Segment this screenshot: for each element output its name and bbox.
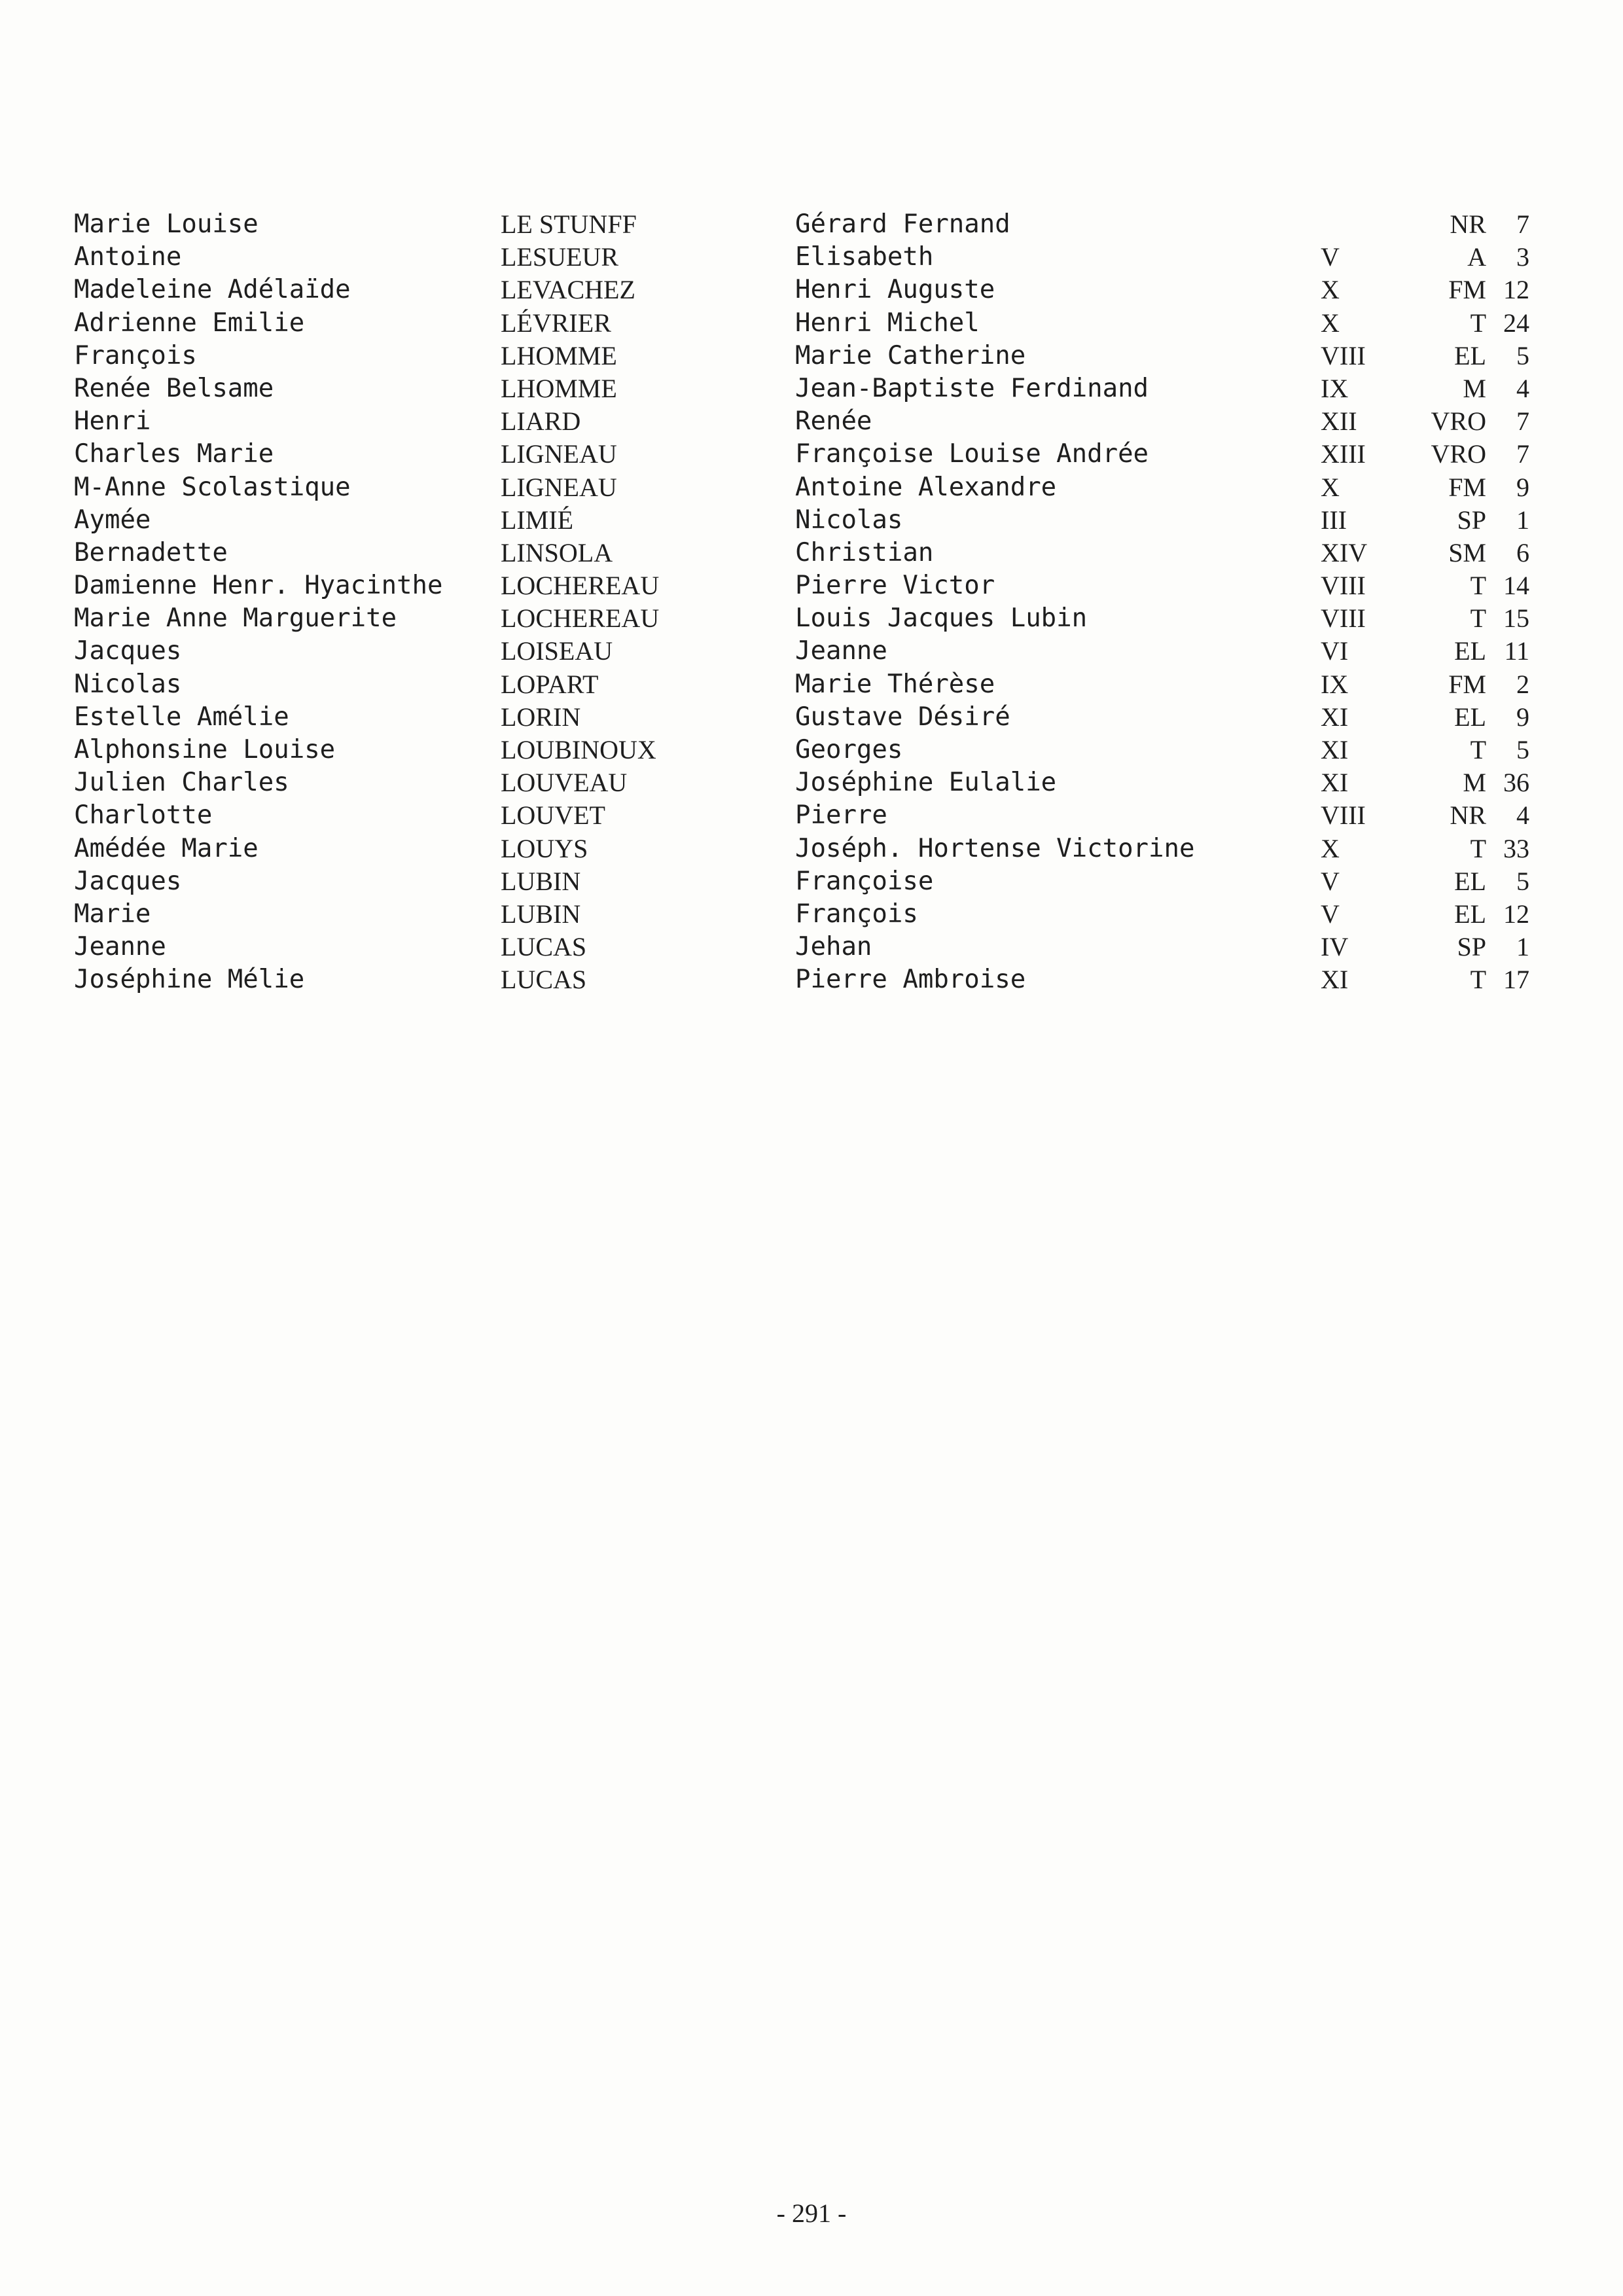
reference-code	[1399, 569, 1529, 602]
period-numeral: XI	[1321, 768, 1349, 798]
given-names: Amédée Marie	[74, 833, 259, 863]
register-row	[0, 307, 1623, 340]
period-numeral: VIII	[1321, 800, 1366, 831]
reference-code-letters: T	[1470, 833, 1486, 863]
reference-code-letters: NR	[1450, 800, 1486, 831]
reference-code-letters: FM	[1448, 275, 1486, 305]
reference-code-letters: T	[1470, 735, 1486, 764]
period-numeral: VI	[1321, 636, 1349, 666]
reference-code-letters: NR	[1450, 209, 1486, 239]
reference-number: 6	[1516, 537, 1529, 567]
reference-number: 2	[1516, 669, 1529, 699]
register-row	[0, 963, 1623, 996]
spouse-names: Antoine Alexandre	[795, 472, 1057, 502]
spouse-names: Pierre Ambroise	[795, 965, 1026, 995]
reference-code	[1399, 898, 1529, 931]
given-names: François	[74, 340, 197, 370]
given-names: Adrienne Emilie	[74, 308, 305, 338]
reference-code	[1399, 438, 1529, 471]
surname: LIGNEAU	[501, 472, 617, 502]
given-names: Joséphine Mélie	[74, 965, 305, 995]
surname: LUBIN	[501, 866, 581, 896]
reference-number: 3	[1516, 242, 1529, 272]
register-row	[0, 766, 1623, 799]
reference-code	[1399, 340, 1529, 372]
register-row	[0, 701, 1623, 734]
reference-code	[1399, 307, 1529, 340]
spouse-names: Joséph. Hortense Victorine	[795, 833, 1195, 863]
surname: LOCHEREAU	[501, 603, 660, 634]
reference-number: 4	[1516, 800, 1529, 831]
period-numeral: VIII	[1321, 603, 1366, 634]
given-names: Alphonsine Louise	[74, 735, 336, 764]
spouse-names: Christian	[795, 537, 934, 567]
period-numeral: X	[1321, 275, 1340, 305]
period-numeral: XIII	[1321, 439, 1366, 469]
period-numeral: V	[1321, 899, 1340, 929]
reference-code-letters: FM	[1448, 472, 1486, 502]
given-names: Bernadette	[74, 537, 228, 567]
period-numeral: V	[1321, 866, 1340, 896]
register-row	[0, 438, 1623, 471]
given-names: Estelle Amélie	[74, 702, 289, 732]
reference-code-letters: M	[1463, 373, 1486, 403]
surname: LIARD	[501, 406, 581, 437]
period-numeral: XIV	[1321, 537, 1368, 567]
period-numeral: IV	[1321, 932, 1349, 962]
period-numeral: X	[1321, 833, 1340, 863]
spouse-names: Nicolas	[795, 505, 903, 535]
reference-number: 5	[1516, 340, 1529, 370]
given-names: Jeanne	[74, 932, 166, 962]
surname: LE STUNFF	[501, 209, 637, 239]
spouse-names: Renée	[795, 406, 872, 437]
given-names: Renée Belsame	[74, 373, 274, 403]
reference-code	[1399, 799, 1529, 832]
reference-number: 9	[1516, 472, 1529, 502]
register-row	[0, 865, 1623, 898]
surname: LORIN	[501, 702, 581, 732]
reference-code	[1399, 241, 1529, 274]
register-row	[0, 241, 1623, 274]
spouse-names: Marie Thérèse	[795, 669, 995, 699]
reference-code-letters: SM	[1448, 537, 1486, 567]
reference-code	[1399, 602, 1529, 635]
surname: LOUBINOUX	[501, 735, 656, 764]
spouse-names: Françoise Louise Andrée	[795, 439, 1149, 469]
reference-number: 24	[1503, 308, 1529, 338]
reference-code-letters: T	[1470, 308, 1486, 338]
reference-code-letters: EL	[1454, 636, 1486, 666]
spouse-names: Henri Auguste	[795, 275, 995, 305]
spouse-names: Gérard Fernand	[795, 209, 1010, 239]
period-numeral: III	[1321, 505, 1347, 535]
spouse-names: Jeanne	[795, 636, 887, 666]
register-row	[0, 569, 1623, 602]
reference-number: 12	[1503, 899, 1529, 929]
reference-code	[1399, 372, 1529, 405]
register-row	[0, 635, 1623, 668]
spouse-names: Joséphine Eulalie	[795, 768, 1057, 798]
period-numeral: X	[1321, 308, 1340, 338]
given-names: Aymée	[74, 505, 151, 535]
reference-code-letters: T	[1470, 603, 1486, 634]
reference-code-letters: T	[1470, 571, 1486, 601]
period-numeral: XI	[1321, 702, 1349, 732]
given-names: Charlotte	[74, 800, 213, 831]
surname: LOCHEREAU	[501, 571, 660, 601]
period-numeral: VIII	[1321, 571, 1366, 601]
given-names: Madeleine Adélaïde	[74, 275, 351, 305]
period-numeral: XI	[1321, 965, 1349, 995]
given-names: Antoine	[74, 242, 182, 272]
surname: LUBIN	[501, 899, 581, 929]
reference-code	[1399, 504, 1529, 537]
spouse-names: Jehan	[795, 932, 872, 962]
period-numeral: VIII	[1321, 340, 1366, 370]
surname: LIMIÉ	[501, 505, 574, 535]
spouse-names: Jean-Baptiste Ferdinand	[795, 373, 1149, 403]
surname: LIGNEAU	[501, 439, 617, 469]
surname: LOUVEAU	[501, 768, 628, 798]
reference-number: 7	[1516, 439, 1529, 469]
surname: LOUYS	[501, 833, 588, 863]
reference-code-letters: SP	[1457, 932, 1486, 962]
register-row	[0, 340, 1623, 372]
register-row	[0, 931, 1623, 963]
reference-code	[1399, 537, 1529, 569]
surname: LUCAS	[501, 965, 587, 995]
reference-number: 9	[1516, 702, 1529, 732]
reference-code	[1399, 208, 1529, 241]
surname: LEVACHEZ	[501, 275, 635, 305]
given-names: Damienne Henr. Hyacinthe	[74, 571, 443, 601]
period-numeral: V	[1321, 242, 1340, 272]
reference-number: 4	[1516, 373, 1529, 403]
reference-code	[1399, 668, 1529, 701]
spouse-names: Henri Michel	[795, 308, 980, 338]
reference-number: 12	[1503, 275, 1529, 305]
reference-code-letters: FM	[1448, 669, 1486, 699]
spouse-names: Pierre	[795, 800, 887, 831]
surname: LOISEAU	[501, 636, 613, 666]
reference-code-letters: VRO	[1431, 439, 1486, 469]
given-names: Marie	[74, 899, 151, 929]
reference-code-letters: EL	[1454, 702, 1486, 732]
reference-number: 14	[1503, 571, 1529, 601]
spouse-names: Gustave Désiré	[795, 702, 1010, 732]
reference-number: 17	[1503, 965, 1529, 995]
given-names: Jacques	[74, 636, 182, 666]
reference-code	[1399, 405, 1529, 438]
register-row	[0, 602, 1623, 635]
spouse-names: Elisabeth	[795, 242, 934, 272]
reference-code	[1399, 274, 1529, 306]
spouse-names: Françoise	[795, 866, 934, 896]
reference-number: 15	[1503, 603, 1529, 634]
given-names: Marie Anne Marguerite	[74, 603, 397, 634]
surname: LESUEUR	[501, 242, 618, 272]
surname: LHOMME	[501, 373, 617, 403]
surname: LHOMME	[501, 340, 617, 370]
reference-code-letters: EL	[1454, 866, 1486, 896]
register-row	[0, 274, 1623, 306]
reference-code	[1399, 766, 1529, 799]
reference-code	[1399, 833, 1529, 865]
spouse-names: Georges	[795, 735, 903, 764]
reference-code	[1399, 471, 1529, 504]
register-row	[0, 504, 1623, 537]
period-numeral: X	[1321, 472, 1340, 502]
reference-code	[1399, 701, 1529, 734]
given-names: Charles Marie	[74, 439, 274, 469]
surname: LOUVET	[501, 800, 605, 831]
register-row	[0, 833, 1623, 865]
reference-code-letters: A	[1467, 242, 1486, 272]
reference-code	[1399, 865, 1529, 898]
period-numeral: XII	[1321, 406, 1357, 437]
reference-code-letters: VRO	[1431, 406, 1486, 437]
register-row	[0, 537, 1623, 569]
reference-code	[1399, 931, 1529, 963]
surname: LINSOLA	[501, 537, 613, 567]
reference-number: 1	[1516, 505, 1529, 535]
reference-number: 5	[1516, 735, 1529, 764]
reference-code-letters: SP	[1457, 505, 1486, 535]
reference-code-letters: EL	[1454, 340, 1486, 370]
surname: LUCAS	[501, 932, 587, 962]
surname: LÉVRIER	[501, 308, 611, 338]
reference-number: 36	[1503, 768, 1529, 798]
reference-number: 33	[1503, 833, 1529, 863]
given-names: Marie Louise	[74, 209, 259, 239]
reference-code	[1399, 963, 1529, 996]
register-row	[0, 208, 1623, 241]
period-numeral: XI	[1321, 735, 1349, 764]
period-numeral: IX	[1321, 373, 1349, 403]
reference-number: 1	[1516, 932, 1529, 962]
register-list	[0, 208, 1623, 997]
spouse-names: François	[795, 899, 918, 929]
reference-code-letters: T	[1470, 965, 1486, 995]
reference-code	[1399, 635, 1529, 668]
reference-number: 11	[1504, 636, 1529, 666]
reference-number: 5	[1516, 866, 1529, 896]
reference-code	[1399, 734, 1529, 766]
register-row	[0, 799, 1623, 832]
register-row	[0, 405, 1623, 438]
given-names: Jacques	[74, 866, 182, 896]
surname: LOPART	[501, 669, 599, 699]
register-row	[0, 734, 1623, 766]
reference-code-letters: M	[1463, 768, 1486, 798]
spouse-names: Louis Jacques Lubin	[795, 603, 1088, 634]
page-number: - 291 -	[776, 2198, 847, 2228]
period-numeral: IX	[1321, 669, 1349, 699]
given-names: Henri	[74, 406, 151, 437]
register-row	[0, 471, 1623, 504]
reference-number: 7	[1516, 406, 1529, 437]
spouse-names: Pierre Victor	[795, 571, 995, 601]
register-row	[0, 898, 1623, 931]
given-names: Nicolas	[74, 669, 182, 699]
spouse-names: Marie Catherine	[795, 340, 1026, 370]
given-names: Julien Charles	[74, 768, 289, 798]
register-row	[0, 372, 1623, 405]
given-names: M-Anne Scolastique	[74, 472, 351, 502]
reference-number: 7	[1516, 209, 1529, 239]
reference-code-letters: EL	[1454, 899, 1486, 929]
register-row	[0, 668, 1623, 701]
